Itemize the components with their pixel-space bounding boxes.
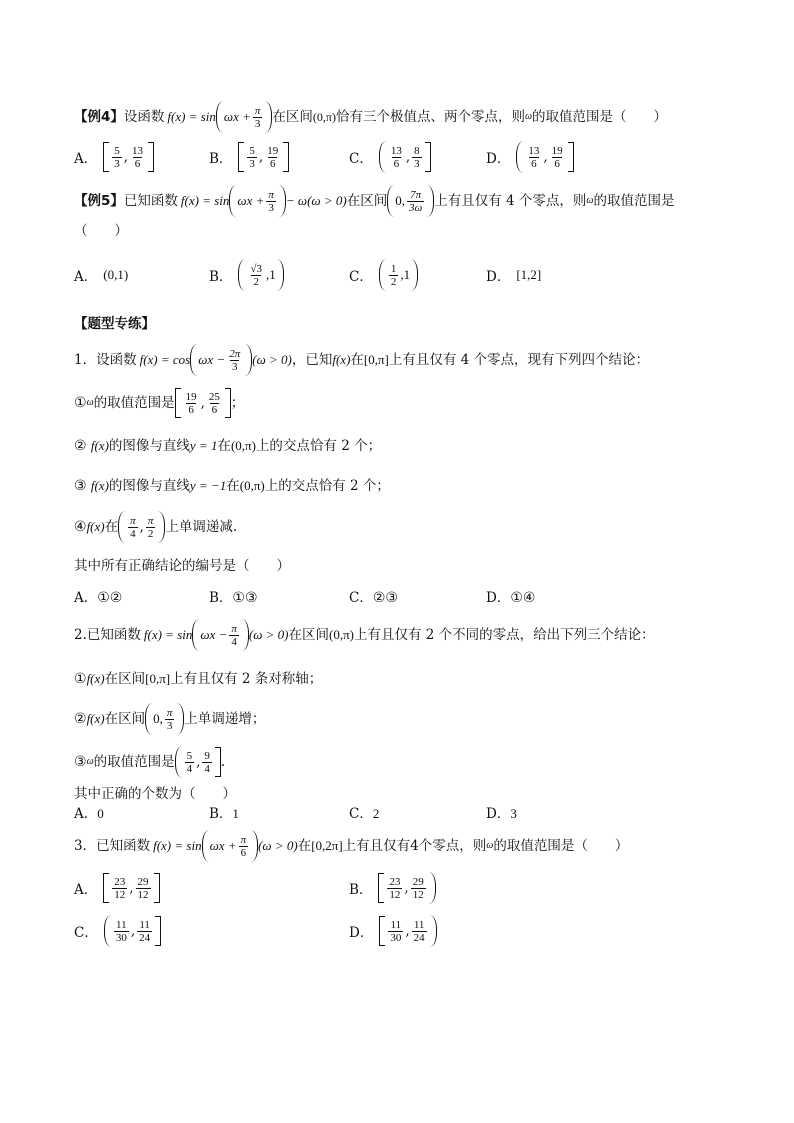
example-4-text: 恰有三个极值点、两个零点，则: [335, 109, 525, 125]
function-argument: ωx −: [200, 627, 228, 642]
example-4-text: 设函数: [123, 109, 165, 125]
function-argument: ωx +: [209, 838, 237, 853]
question-2-conclusion-2: ② f(x) 在区间 0, $\frac{\pi}{3}$ 上单调递增；: [74, 703, 720, 735]
section-title: 【题型专练】: [74, 316, 155, 332]
example-5-label: 【例5】: [74, 193, 124, 209]
option-d[interactable]: D． $\frac{13}{6}$ , $\frac{19}{6}$: [486, 137, 574, 177]
question-1-conclusion-3: ③ f(x)的图像与直线y = −1在(0,π)上的交点恰有 2 个；: [74, 478, 390, 494]
function-argument: ωx −: [198, 352, 226, 367]
question-1-options: [74, 588, 720, 610]
option-d[interactable]: D． [1,2]: [486, 267, 542, 285]
question-2-options: [74, 804, 720, 826]
example-5-text: 在区间: [346, 193, 388, 209]
question-2-text: 在区间: [288, 627, 329, 643]
paren-left: [216, 101, 223, 133]
function-expression: f(x) = sin: [180, 193, 230, 208]
option-a[interactable]: A．①②: [74, 590, 123, 606]
example-5-text: 的取值范围是: [593, 193, 675, 209]
interval: [0,2π]: [311, 838, 343, 853]
option-b[interactable]: B．①③: [209, 590, 258, 606]
example-5-text: 已知函数: [123, 193, 178, 209]
option-d[interactable]: D．3: [486, 806, 517, 822]
question-2-text: 上有且仅有 2 个不同的零点，给出下列三个结论：: [353, 627, 655, 643]
interval: [0,π]: [363, 352, 389, 367]
question-1-text: 上有且仅有 4 个零点，现有下列四个结论：: [388, 352, 650, 368]
interval-start: 0,: [395, 193, 405, 208]
option-a[interactable]: A． (0,1): [74, 267, 129, 285]
question-2-label: 2.已知函数: [74, 627, 141, 643]
example-5-question: 【例5】 已知函数 f(x) = sin ωx + $\frac{\pi}{3}$ − ω(ω > 0) 在区间 0, $\frac{7\pi}{3\omega}$ 上有且仅有 4 个零点，则 ω 的取值范围是: [74, 188, 720, 214]
option-c[interactable]: C． $\frac{13}{6}$ , $\frac{8}{3}$: [349, 137, 431, 177]
question-2-conclusion-3: ③ ω 的取值范围是 $\frac{5}{4}$ , $\frac{9}{4}$ .: [74, 746, 720, 778]
example-5-options: [74, 255, 720, 295]
question-2: 2.已知函数 f(x) = sin ωx − $\frac{\pi}{4}$ (ω > 0) 在区间 (0,π) 上有且仅有 2 个不同的零点，给出下列三个结论：: [74, 619, 720, 651]
question-3-options-row-1: [74, 868, 720, 908]
question-2-conclusion-1: ①f(x)在区间[0,π]上有且仅有 2 条对称轴；: [74, 671, 323, 687]
option-b[interactable]: B． $\frac{23}{12}$ , $\frac{29}{12}$: [349, 868, 436, 908]
option-d[interactable]: D． $\frac{11}{30}$ , $\frac{11}{24}$: [349, 911, 437, 951]
function-argument: ωx +: [237, 193, 265, 208]
option-b[interactable]: B． $\frac{5}{3}$ , $\frac{19}{6}$: [209, 137, 289, 177]
question-3-text: 的取值范围是（ ）: [493, 838, 629, 854]
option-b[interactable]: B．1: [209, 806, 239, 822]
question-3-options-row-2: [74, 911, 720, 951]
omega-symbol: ω: [586, 195, 594, 206]
question-3-text: 在: [297, 838, 312, 854]
condition: (ω > 0): [248, 627, 289, 642]
function-expression: f(x) = sin: [167, 109, 216, 124]
condition: (ω > 0): [258, 838, 298, 853]
question-3: 3．已知函数 f(x) = sin ωx + $\frac{\pi}{6}$ (ω > 0) 在 [0,2π] 上有且仅有4个零点，则 ω 的取值范围是（ ）: [74, 830, 720, 862]
option-c[interactable]: C． $\frac{1}{2}$ ,1: [349, 255, 418, 295]
function-tail: − ω(ω > 0): [285, 193, 347, 208]
function-argument: ωx +: [223, 109, 251, 124]
example-4-text: 在区间: [272, 109, 313, 125]
example-4-label: 【例4】: [74, 109, 124, 125]
example-5-text: 上有且仅有 4 个零点，则: [434, 193, 587, 209]
function-expression: f(x) = sin: [143, 627, 193, 642]
option-b[interactable]: B． $\frac{√3}{2}$ ,1: [209, 255, 284, 295]
option-a[interactable]: A． $\frac{23}{12}$ , $\frac{29}{12}$: [74, 868, 160, 908]
question-1-ask: 其中所有正确结论的编号是（ ）: [74, 558, 290, 574]
question-1-conclusion-4: ④ f(x) 在 $\frac{\pi}{4}$ , $\frac{\pi}{2}$ 上单调递减.: [74, 512, 720, 542]
fraction: $\frac{\pi}{3}$: [254, 104, 261, 130]
example-4-question: [74, 104, 720, 130]
function-name: f(x): [332, 352, 351, 367]
condition: (ω > 0): [252, 352, 292, 367]
example-4-options: [74, 137, 720, 177]
function-expression: f(x) = sin: [153, 838, 202, 853]
question-2-ask: 其中正确的个数为（ ）: [74, 786, 236, 802]
question-1-text: ，已知: [291, 352, 333, 368]
omega-symbol: ω: [486, 840, 494, 851]
option-a[interactable]: A．0: [74, 806, 104, 822]
interval: (0,π): [312, 110, 336, 124]
question-3-label: 3．已知函数: [74, 838, 151, 854]
question-1-text: 在: [350, 352, 364, 368]
question-1-label: 1．设函数: [74, 352, 137, 368]
question-3-text: 上有且仅有4个零点，则: [342, 838, 487, 854]
option-c[interactable]: C．2: [349, 806, 380, 822]
question-1-conclusion-1: ① ω 的取值范围是 $\frac{19}{6}$ , $\frac{25}{6}$ ；: [74, 388, 720, 418]
option-c[interactable]: C．②③: [349, 590, 398, 606]
omega-symbol: ω: [524, 111, 533, 122]
function-expression: f(x) = cos: [139, 352, 191, 367]
option-d[interactable]: D．①④: [486, 590, 536, 606]
interval: (0,π): [328, 627, 354, 642]
question-1: 1．设函数 f(x) = cos ωx − $\frac{2\pi}{3}$ (ω > 0) ，已知 f(x) 在 [0,π] 上有且仅有 4 个零点，现有下列四个结论：: [74, 345, 720, 375]
question-1-conclusion-2: ② f(x)的图像与直线y = 1在(0,π)上的交点恰有 2 个；: [74, 438, 382, 454]
option-a[interactable]: A． $\frac{5}{3}$ , $\frac{13}{6}$: [74, 137, 154, 177]
example-5-paren: （ ）: [74, 223, 128, 239]
example-4-text: 的取值范围是（ ）: [532, 109, 668, 125]
option-c[interactable]: C． $\frac{11}{30}$ , $\frac{11}{24}$: [74, 911, 161, 951]
paren-right: [265, 101, 272, 133]
